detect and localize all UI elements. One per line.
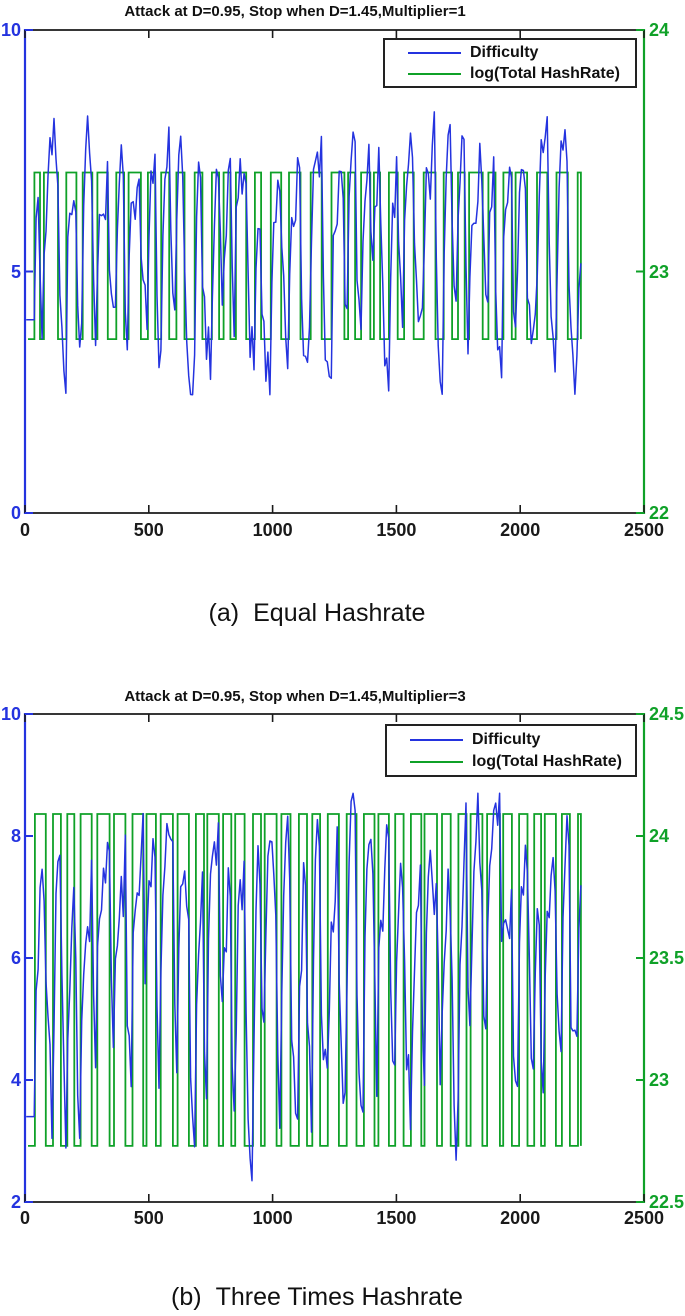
caption-a-index: (a) <box>208 599 240 627</box>
y-right-tick-label: 23 <box>649 261 670 282</box>
caption-a <box>0 599 634 628</box>
y-left-tick-label: 5 <box>10 261 21 282</box>
x-tick-label: 0 <box>19 1208 30 1228</box>
caption-b-index: (b) <box>171 1283 202 1311</box>
hashrate-series-a <box>28 173 581 340</box>
x-tick-label: 2000 <box>500 1208 541 1228</box>
y-left-tick-label: 2 <box>10 1192 21 1212</box>
y-left-tick-label: 8 <box>10 826 21 846</box>
x-tick-label: 2000 <box>500 520 541 540</box>
difficulty-line-sample <box>410 739 463 741</box>
caption-b <box>0 1283 634 1312</box>
y-right-tick-label: 22.5 <box>649 1192 685 1212</box>
caption-a-text: Equal Hashrate <box>253 599 426 627</box>
x-tick-label: 1500 <box>376 520 417 540</box>
legend-item-difficulty <box>410 730 629 749</box>
legend-item-difficulty <box>408 44 629 62</box>
hashrate-line-sample <box>408 73 461 75</box>
x-tick-label: 500 <box>133 1208 164 1228</box>
difficulty-series-a <box>26 112 581 395</box>
chart-a-legend <box>383 38 637 88</box>
y-right-tick-label: 23.5 <box>649 948 685 968</box>
y-right-tick-label: 22 <box>649 503 670 523</box>
x-tick-label: 500 <box>133 520 164 540</box>
chart-b-title: Attack at D=0.95, Stop when D=1.45,Multiplier=3 <box>124 688 466 705</box>
chart-b-legend <box>385 724 637 777</box>
x-tick-label: 1000 <box>252 520 293 540</box>
y-right-tick-label: 24 <box>649 20 670 40</box>
caption-b-text: Three Times Hashrate <box>215 1283 463 1311</box>
difficulty-line-sample <box>408 52 461 54</box>
legend-item-hashrate <box>408 65 629 83</box>
y-left-tick-label: 6 <box>10 948 21 968</box>
y-right-tick-label: 23 <box>649 1070 670 1090</box>
y-left-tick-label: 4 <box>10 1070 21 1090</box>
y-right-tick-label: 24.5 <box>649 704 685 724</box>
legend-label-difficulty: Difficulty <box>470 43 539 61</box>
chart-a-title: Attack at D=0.95, Stop when D=1.45,Multiplier=1 <box>124 3 466 20</box>
legend-label-hashrate: log(Total HashRate) <box>472 752 622 770</box>
x-tick-label: 0 <box>19 520 30 540</box>
legend-label-hashrate: log(Total HashRate) <box>470 64 620 82</box>
x-tick-label: 1000 <box>252 1208 293 1228</box>
legend-label-difficulty: Difficulty <box>472 730 541 748</box>
y-right-tick-label: 24 <box>649 826 670 846</box>
y-left-tick-label: 10 <box>0 704 21 724</box>
x-tick-label: 2500 <box>623 520 665 540</box>
hashrate-line-sample <box>410 761 463 763</box>
x-tick-label: 2500 <box>623 1208 665 1228</box>
x-tick-label: 1500 <box>376 1208 417 1228</box>
y-left-tick-label: 10 <box>0 20 21 40</box>
legend-item-hashrate <box>410 752 629 771</box>
y-left-tick-label: 0 <box>10 503 21 523</box>
